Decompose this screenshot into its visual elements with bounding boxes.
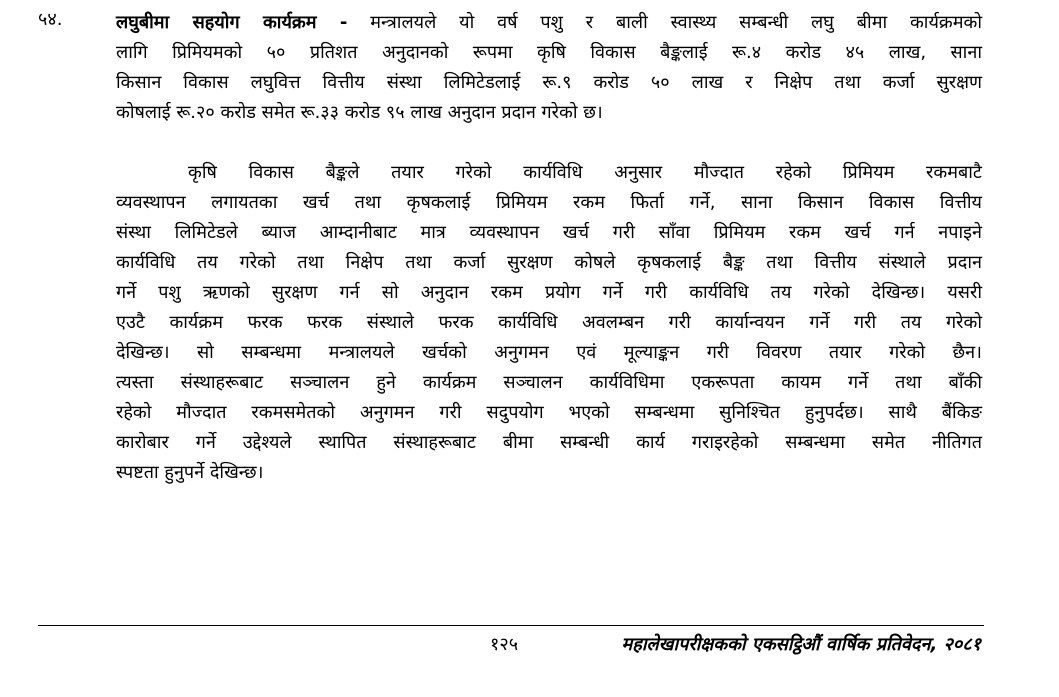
paragraph2-line-9: रहेको मौज्दात रकमसमेतको अनुगमन गरी सदुपयोग भएको सम्बन्धमा सुनिश्चित हुनुपर्दछ। साथै बैंकिङ bbox=[116, 402, 982, 423]
paragraph2-line-3: संस्था लिमिटेडले ब्याज आम्दानीबाट मात्र व्यवस्थापन खर्च गरी साँवा प्रिमियम रकम खर्च गर्न नपाइने bbox=[116, 222, 982, 243]
paragraph-number: ५४. bbox=[38, 9, 63, 30]
paragraph-line-1 bbox=[116, 8, 982, 38]
footer-page-number: १२५ bbox=[490, 634, 519, 655]
paragraph-body bbox=[116, 8, 982, 488]
paragraph2-line-5: गर्ने पशु ऋणको सुरक्षण गर्न सो अनुदान रकम प्रयोग गर्ने गरी कार्यविधि तय गरेको देखिन्छ। यसरी bbox=[116, 282, 982, 303]
paragraph2-line-10: कारोबार गर्ने उद्देश्यले स्थापित संस्थाहरूबाट बीमा सम्बन्धी कार्य गराइरहेको सम्बन्धमा समेत नीतिगत bbox=[116, 432, 982, 453]
paragraph-line-4: कोषलाई रू.२० करोड समेत रू.३३ करोड ९५ लाख अनुदान प्रदान गरेको छ। bbox=[116, 102, 603, 123]
paragraph2-line-6: एउटै कार्यक्रम फरक फरक संस्थाले फरक कार्यविधि अवलम्बन गरी कार्यान्वयन गर्ने गरी तय गरेको bbox=[116, 312, 982, 333]
paragraph-line-2: लागि प्रिमियमको ५० प्रतिशत अनुदानको रूपमा कृषि विकास बैङ्कलाई रू.४ करोड ४५ लाख, साना bbox=[116, 42, 982, 63]
paragraph2-line-8: त्यस्ता संस्थाहरूबाट सञ्चालन हुने कार्यक्रम सञ्चालन कार्यविधिमा एकरूपता कायम गर्ने तथा बाँकी bbox=[116, 372, 982, 393]
footer-report-title: महालेखापरीक्षकको एकसट्ठिऔं वार्षिक प्रतिवेदन, २०८१ bbox=[621, 634, 981, 655]
paragraph2-line-1: कृषि विकास बैङ्कले तयार गरेको कार्यविधि अनुसार मौज्दात रहेको प्रिमियम रकमबाटै bbox=[188, 162, 982, 183]
paragraph2-line-4: कार्यविधि तय गरेको तथा निक्षेप तथा कर्जा सुरक्षण कोषले कृषकलाई बैङ्क तथा वित्तीय संस्थाले प्रदान bbox=[116, 252, 982, 273]
paragraph-line-1-text: मन्त्रालयले यो वर्ष पशु र बाली स्वास्थ्य सम्बन्धी लघु बीमा कार्यक्रमको bbox=[370, 12, 982, 33]
paragraph2-line-11: स्पष्टता हुनुपर्ने देखिन्छ। bbox=[116, 462, 264, 483]
paragraph-gap bbox=[116, 128, 982, 158]
paragraph-line-3: किसान विकास लघुवित्त वित्तीय संस्था लिमिटेडलाई रू.९ करोड ५० लाख र निक्षेप तथा कर्जा सुरक्षण bbox=[116, 72, 982, 93]
paragraph-heading: लघुबीमा सहयोग कार्यक्रम - bbox=[116, 12, 348, 33]
footer-divider bbox=[38, 625, 984, 626]
paragraph2-line-7: देखिन्छ। सो सम्बन्धमा मन्त्रालयले खर्चको अनुगमन एवं मूल्याङ्कन गरी विवरण तयार गरेको छैन। bbox=[116, 342, 982, 363]
paragraph2-line-2: व्यवस्थापन लगायतका खर्च तथा कृषकलाई प्रिमियम रकम फिर्ता गर्ने, साना किसान विकास वित्तीय bbox=[116, 192, 982, 213]
